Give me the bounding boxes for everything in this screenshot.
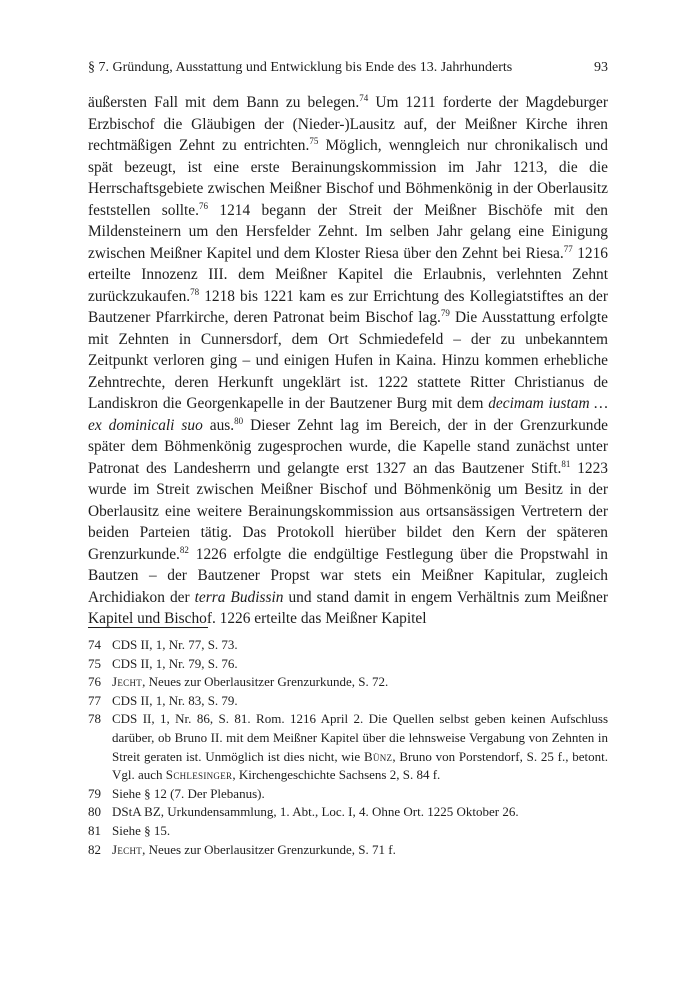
footnote-ref[interactable]: 75	[309, 136, 319, 146]
footnote-number: 79	[88, 785, 101, 801]
text-run: 1226 erfolgte die endgültige Festlegung über die Propstwahl in Bautzen – der Bautzener Propst war stets ein Meißner Kapitular, zugleich Archidiakon der	[88, 545, 608, 606]
running-header	[88, 60, 608, 76]
footnote-text: CDS II, 1, Nr. 79, S. 76.	[112, 655, 238, 671]
footnote-number: 80	[88, 804, 101, 820]
footnote-76	[88, 673, 608, 692]
italic-quote: decimam iustam … ex dominicali suo	[88, 395, 608, 434]
footnote-text: DStA BZ, Urkundensammlung, 1. Abt., Loc. I, 4. Ohne Ort. 1225 Oktober 26.	[112, 804, 519, 820]
footnote-80	[88, 803, 608, 822]
running-title: § 7. Gründung, Ausstattung und Entwicklung bis Ende des 13. Jahrhunderts	[88, 60, 513, 75]
footnote-ref[interactable]: 81	[561, 458, 571, 469]
text-run: Dieser Zehnt lag im Bereich, der in der Grenzurkunde später dem Böhmenkönig zugesprochen wurde, die Kapelle stand zunächst unter Patronat des Landesherrn und gelangte erst 1327 an das Bautzener Stift.	[88, 416, 608, 477]
citation: , Neues zur Oberlausitzer Grenzurkunde, S. 71 f.	[142, 841, 396, 857]
footnote-79	[88, 785, 608, 804]
footnote-82	[88, 841, 608, 860]
footnote-75	[88, 655, 608, 674]
text-run: aus.	[202, 416, 235, 434]
footnote-separator	[88, 627, 208, 628]
text-run: 1218 bis 1221 kam es zur Errichtung des Kollegiatstiftes an der Bautzener Pfarrkirche, deren Patronat beim Bischof lag.	[88, 287, 608, 326]
footnote-ref[interactable]: 77	[563, 243, 573, 254]
citation: , Neues zur Oberlausitzer Grenzurkunde, S. 72.	[142, 674, 389, 690]
footnote-text	[112, 710, 608, 784]
footnote-ref[interactable]: 76	[198, 200, 208, 211]
footnote-ref[interactable]: 80	[234, 415, 244, 426]
footnote-number: 81	[88, 822, 101, 838]
footnote-ref[interactable]: 78	[190, 286, 200, 297]
footnote-number: 74	[88, 637, 101, 652]
footnote-ref[interactable]: 74	[359, 93, 369, 103]
text-run: äußersten Fall mit dem Bann zu belegen.	[88, 94, 360, 111]
citation: CDS II, 1, Nr. 86, S. 81. Rom. 1216 April 2. Die Quellen selbst geben keinen Aufschluss darüber, ob Bruno II. mit dem Meißner Kapitel über die lehnsweise Vergabung von Zehnten in Streit geraten ist. Unmöglich ist dies nicht, wie	[112, 711, 608, 764]
footnote-text	[112, 841, 608, 860]
footnote-ref[interactable]: 82	[179, 544, 189, 555]
citation: , Kirchengeschichte Sachsens 2, S. 84 f.	[232, 767, 441, 783]
footnote-number: 76	[88, 674, 101, 690]
footnote-text: Siehe § 12 (7. Der Plebanus).	[112, 785, 265, 801]
text-run: Möglich, wenngleich nur chronikalisch und spät bezeugt, ist eine erste Berainungskommission im Jahr 1213, die die Herrschaftsgebiete zwischen Meißner Bischof und Böhmenkönig in der Oberlausitz feststellen sollte.	[88, 137, 608, 219]
author-name: Jecht	[112, 841, 143, 857]
footnotes	[88, 636, 608, 859]
footnote-78	[88, 710, 608, 784]
author-name: Bünz	[363, 748, 393, 764]
text-run: und stand damit in engem Verhältnis zum Meißner Kapitel und Bischof. 1226 erteilte das Meißner Kapitel	[88, 588, 608, 627]
footnote-text: CDS II, 1, Nr. 77, S. 73.	[112, 637, 238, 652]
citation: , Bruno von Porstendorf, S. 25 f., betont. Vgl. auch	[112, 748, 608, 783]
author-name: Jecht	[112, 674, 143, 690]
footnote-text	[112, 673, 608, 692]
text-run: 1214 begann der Streit der Meißner Bischöfe mit den Mildensteinern um den Hersfelder Zehnt. Im selben Jahr gelang eine Einigung zwischen Meißner Kapitel und dem Kloster Riesa über den Zehnt bei Riesa.	[88, 201, 608, 262]
footnote-ref[interactable]: 79	[440, 308, 450, 318]
footnote-81	[88, 822, 608, 841]
footnote-number: 75	[88, 655, 101, 671]
main-text	[88, 92, 608, 630]
footnote-number: 78	[88, 711, 101, 727]
italic-term: terra Budissin	[194, 588, 284, 606]
text-run: Die Ausstattung erfolgte mit Zehnten in Cunnersdorf, dem Ort Schmiedefeld – der zu unbekanntem Zeitpunkt verloren ging – und einigen Hufen in Kaina. Hinzu kommen erhebliche Zehntrechte, deren Herkunft ungeklärt ist. 1222 stattete Ritter Christianus de Landiskron die Georgenkapelle in der Bautzener Burg mit dem	[88, 309, 608, 412]
footnote-74	[88, 636, 608, 655]
text-run: 1216 erteilte Innozenz III. dem Meißner Kapitel die Erlaubnis, verlehnten Zehnt zurückzukaufen.	[88, 244, 608, 305]
footnote-text: Siehe § 15.	[112, 822, 171, 838]
author-name: Schlesinger	[165, 767, 233, 783]
page-number: 93	[594, 60, 608, 75]
text-run: 1223 wurde im Streit zwischen Meißner Bischof und Böhmenkönig um Besitz in der Oberlausitz eine weitere Berainungskommission aus ortsansässigen Vertretern der beiden Parteien tätig. Das Protokoll hierüber bildet den Kern der späteren Grenzurkunde.	[88, 459, 609, 563]
footnote-number: 77	[88, 692, 101, 708]
text-run: Um 1211 forderte der Magdeburger Erzbischof die Gläubigen der (Nieder-)Lausitz auf, der Meißner Kirche ihren rechtmäßigen Zehnt zu entrichten.	[88, 94, 608, 154]
footnote-77	[88, 692, 608, 711]
footnote-number: 82	[88, 841, 101, 857]
footnote-text: CDS II, 1, Nr. 83, S. 79.	[112, 692, 238, 708]
